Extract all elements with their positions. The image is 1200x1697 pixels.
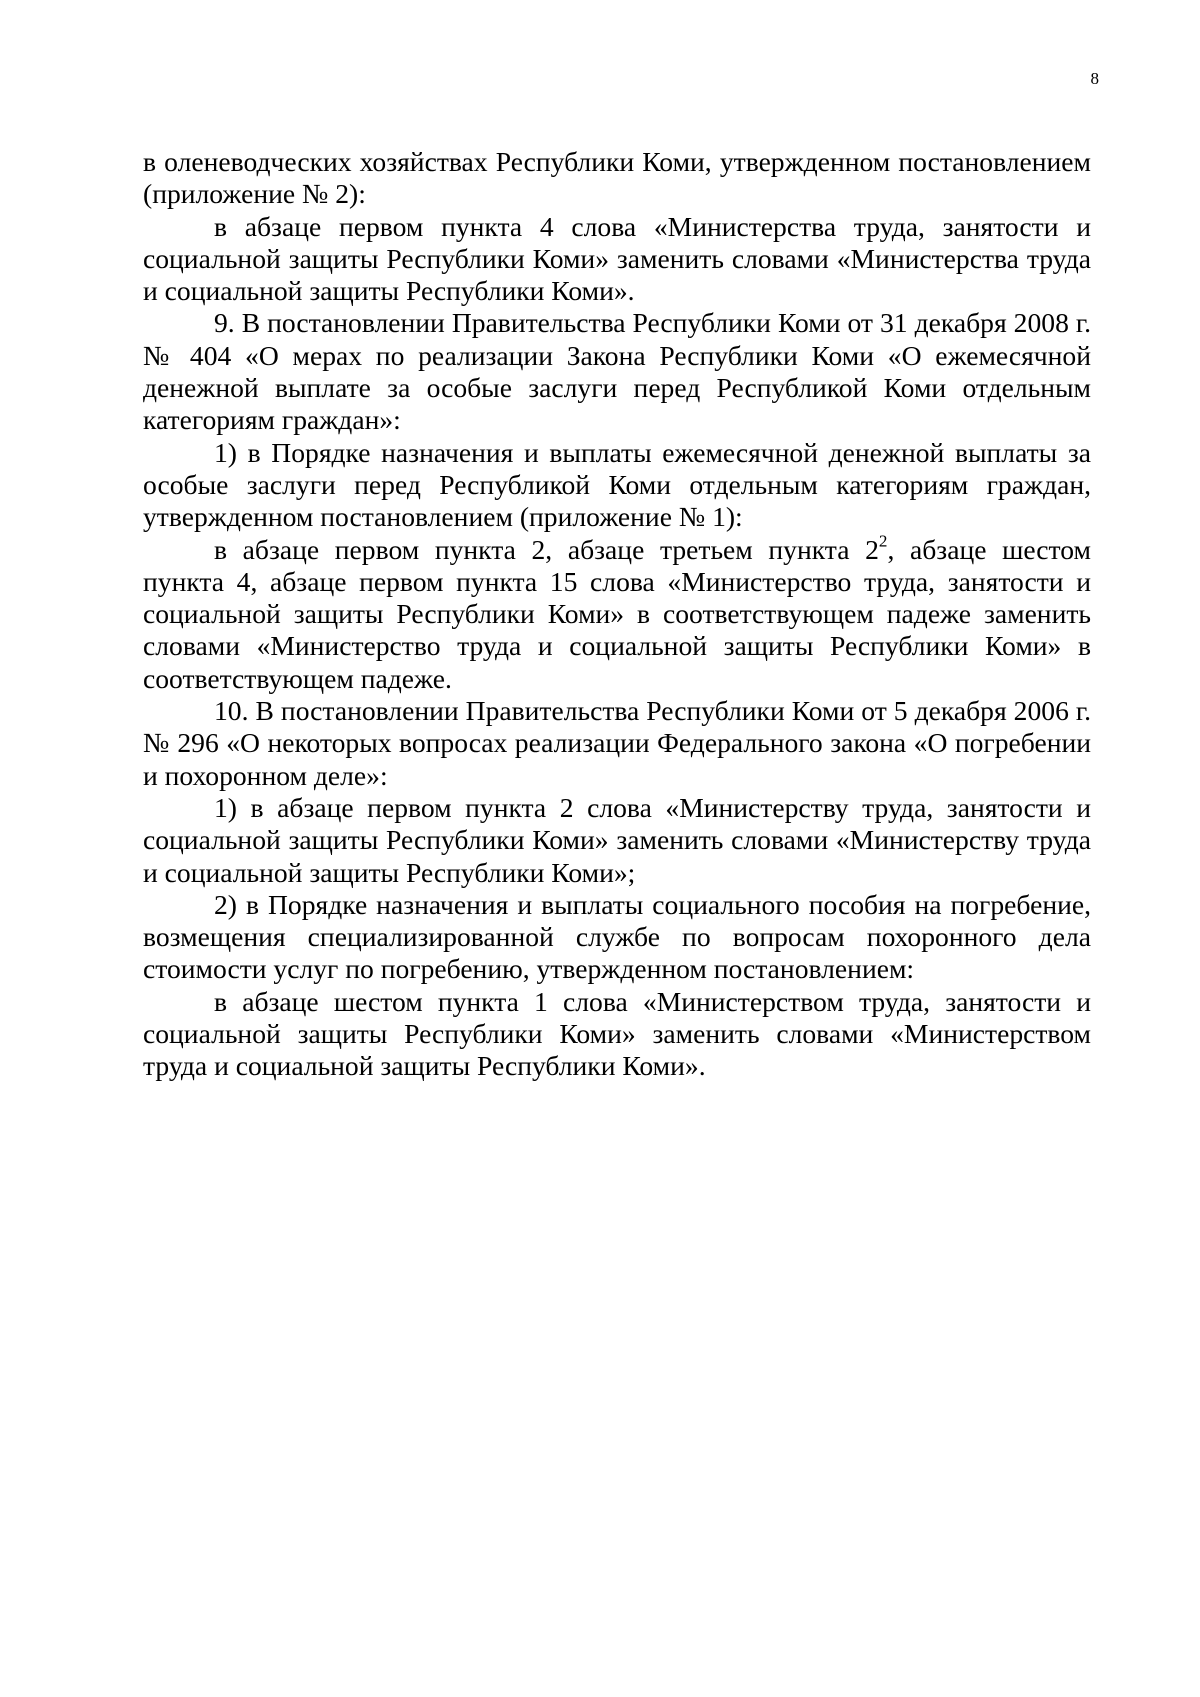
paragraph-item-9: 9. В постановлении Правительства Республики Коми от 31 декабря 2008 г. № 404 «О мерах по реализации Закона Республики Коми «О ежемесячной денежной выплате за особые заслуги перед Республикой Коми отдельным категориям граждан»: xyxy=(143,307,1091,436)
superscript-number: 2 xyxy=(878,531,888,551)
paragraph-item-9-sub-1: 1) в Порядке назначения и выплаты ежемесячной денежной выплаты за особые заслуги перед Республикой Коми отдельным категориям граждан, утвержденном постановлением (приложение № 1): xyxy=(143,436,1091,533)
paragraph-item-10-amendment: в абзаце шестом пункта 1 слова «Министерством труда, занятости и социальной защиты Республики Коми» заменить словами «Министерством труда и социальной защиты Республики Коми». xyxy=(143,985,1091,1082)
paragraph-item-10-sub-1: 1) в абзаце первом пункта 2 слова «Министерству труда, занятости и социальной защиты Республики Коми» заменить словами «Министерству труда и социальной защиты Республики Коми»; xyxy=(143,791,1091,888)
paragraph-item-10-sub-2: 2) в Порядке назначения и выплаты социального пособия на погребение, возмещения специализированной службе по вопросам похоронного дела стоимости услуг по погребению, утвержденном постановлением: xyxy=(143,888,1091,985)
paragraph-item-10: 10. В постановлении Правительства Республики Коми от 5 декабря 2006 г. № 296 «О некоторых вопросах реализации Федерального закона «О погребении и похоронном деле»: xyxy=(143,695,1091,791)
paragraph-item-9-amendment xyxy=(143,531,1091,695)
document-body xyxy=(143,146,1091,1083)
text-after-superscript: , абзаце шестом пункта 4, абзаце первом пункта 15 слова «Министерство труда, занятости и социальной защиты Республики Коми» в соответствующем падеже заменить словами «Министерство труда и социальной защиты Республики Коми» в соответствующем падеже. xyxy=(143,533,1091,694)
paragraph-continuation: в оленеводческих хозяйствах Республики Коми, утвержденном постановлением (приложение № 2): xyxy=(143,146,1091,210)
text-before-superscript: в абзаце первом пункта 2, абзаце третьем пункта 2 xyxy=(214,533,879,565)
page-number: 8 xyxy=(1090,69,1099,88)
paragraph-amendment-item-8: в абзаце первом пункта 4 слова «Министерства труда, занятости и социальной защиты Республики Коми» заменить словами «Министерства труда и социальной защиты Республики Коми». xyxy=(143,210,1091,307)
